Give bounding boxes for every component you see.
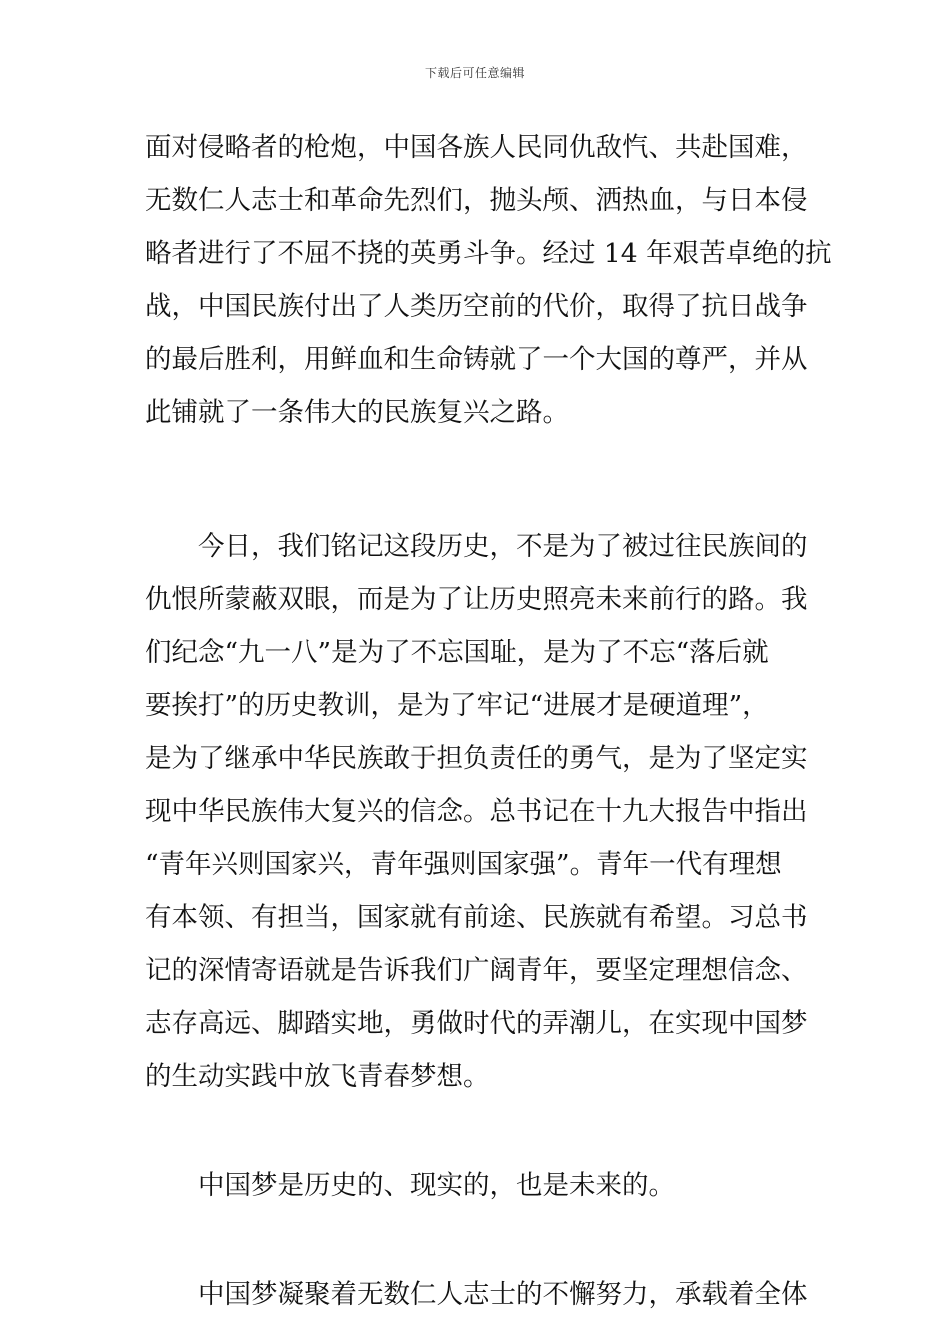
- header-note: 下载后可任意编辑: [424, 66, 525, 80]
- text-line: 有本领、有担当，国家就有前途、民族就有希望。习总书: [145, 902, 808, 933]
- text-line: “青年兴则国家兴，青年强则国家强”。青年一代有理想: [145, 849, 782, 880]
- text-line: 无数仁人志士和革命先烈们，抛头颅、洒热血，与日本侵: [145, 185, 808, 216]
- paragraph-spacer: [145, 1103, 810, 1159]
- text-line: 略者进行了不屈不挠的英勇斗争。经过 14 年艰苦卓绝的抗: [145, 238, 832, 269]
- paragraph-spacer: [145, 1212, 810, 1268]
- text-line: 是为了继承中华民族敢于担负责任的勇气，是为了坚定实: [145, 743, 808, 774]
- text-line: 记的深情寄语就是告诉我们广阔青年，要坚定理想信念、: [145, 955, 808, 986]
- paragraph-4: [145, 1268, 810, 1321]
- text-line: 仇恨所蒙蔽双眼，而是为了让历史照亮未来前行的路。我: [145, 584, 808, 615]
- paragraph-3: [145, 1159, 810, 1212]
- text-line: 们纪念“九一八”是为了不忘国耻，是为了不忘“落后就: [145, 637, 769, 668]
- text-line: 中国梦是历史的、现实的，也是未来的。: [198, 1170, 675, 1201]
- paragraph-2: [145, 520, 810, 1103]
- text-line: 中国梦凝聚着无数仁人志士的不懈努力，承载着全体: [198, 1279, 808, 1310]
- text-line: 此铺就了一条伟大的民族复兴之路。: [145, 397, 569, 428]
- text-line: 要挨打”的历史教训，是为了牢记“进展才是硬道理”，: [145, 690, 769, 721]
- text-line: 战，中国民族付出了人类历空前的代价，取得了抗日战争: [145, 291, 808, 322]
- text-line: 的生动实践中放飞青春梦想。: [145, 1061, 490, 1092]
- paragraph-spacer: [145, 439, 810, 520]
- text-line: 今日，我们铭记这段历史，不是为了被过往民族间的: [198, 531, 808, 562]
- text-line: 面对侵略者的枪炮，中国各族人民同仇敌忾、共赴国难，: [145, 132, 808, 163]
- document-body: [145, 121, 832, 1321]
- text-line: 的最后胜利，用鲜血和生命铸就了一个大国的尊严，并从: [145, 344, 808, 375]
- text-line: 志存高远、脚踏实地，勇做时代的弄潮儿，在实现中国梦: [145, 1008, 808, 1039]
- paragraph-1: [145, 121, 832, 439]
- text-line: 现中华民族伟大复兴的信念。总书记在十九大报告中指出: [145, 796, 808, 827]
